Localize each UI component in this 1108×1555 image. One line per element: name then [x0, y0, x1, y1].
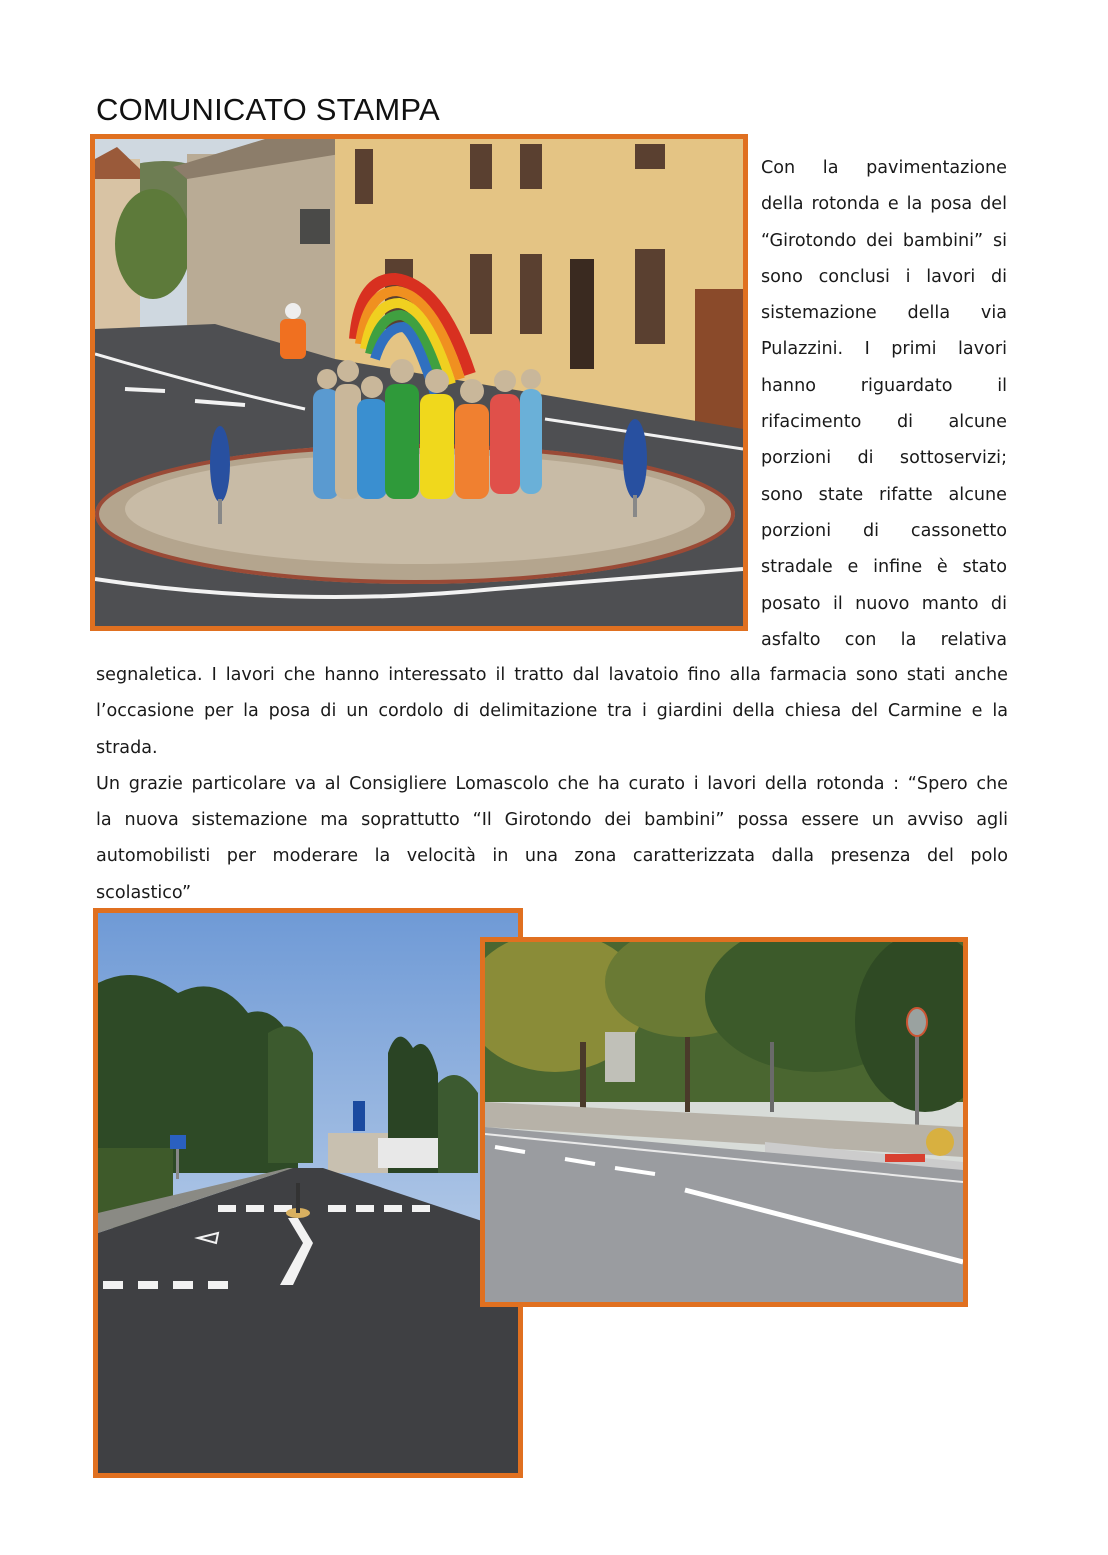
text-line: Un grazie particolare va al Consigliere Lomascolo che ha curato i lavori della rotonda : “Spero che [96, 773, 1008, 794]
text-line: sistemazione della via [761, 303, 1007, 324]
text-line: posato il nuovo manto di [761, 593, 1007, 614]
text-line: rifacimento di alcune [761, 412, 1007, 433]
crosswalk-road-photo [93, 908, 523, 1478]
tree-lined-road-photo [480, 937, 968, 1307]
text-line: asfalto con la relativa [761, 629, 1007, 650]
body-paragraphs [96, 657, 1008, 911]
text-line: stradale e infine è stato [761, 557, 1007, 578]
text-line: porzioni di cassonetto [761, 520, 1007, 541]
text-line: Con la pavimentazione [761, 158, 1007, 178]
roundabout-image [95, 139, 743, 626]
text-line: Pulazzini. I primi lavori [761, 339, 1007, 360]
roundabout-photo [90, 134, 748, 631]
text-line: strada. [96, 737, 158, 758]
text-line: hanno riguardato il [761, 375, 1007, 396]
page-title: COMUNICATO STAMPA [96, 92, 440, 127]
text-line: l’occasione per la posa di un cordolo di delimitazione tra i giardini della chiesa del Carmine e la [96, 701, 1008, 722]
tree-road-image [485, 942, 963, 1302]
text-line: porzioni di sottoservizi; [761, 448, 1007, 469]
text-line: della rotonda e la posa del [761, 194, 1007, 215]
text-line: “Girotondo dei bambini” si [761, 230, 1007, 251]
crosswalk-image [98, 913, 518, 1473]
intro-column [761, 150, 1007, 658]
text-line: sono conclusi i lavori di [761, 266, 1007, 287]
text-line: automobilisti per moderare la velocità in una zona caratterizzata dalla presenza del polo [96, 846, 1008, 867]
text-line: scolastico” [96, 882, 192, 903]
text-line: la nuova sistemazione ma soprattutto “Il Girotondo dei bambini” possa essere un avviso agli [96, 810, 1008, 831]
text-line: sono state rifatte alcune [761, 484, 1007, 505]
text-line: segnaletica. I lavori che hanno interessato il tratto dal lavatoio fino alla farmacia sono stati anche [96, 665, 1008, 685]
